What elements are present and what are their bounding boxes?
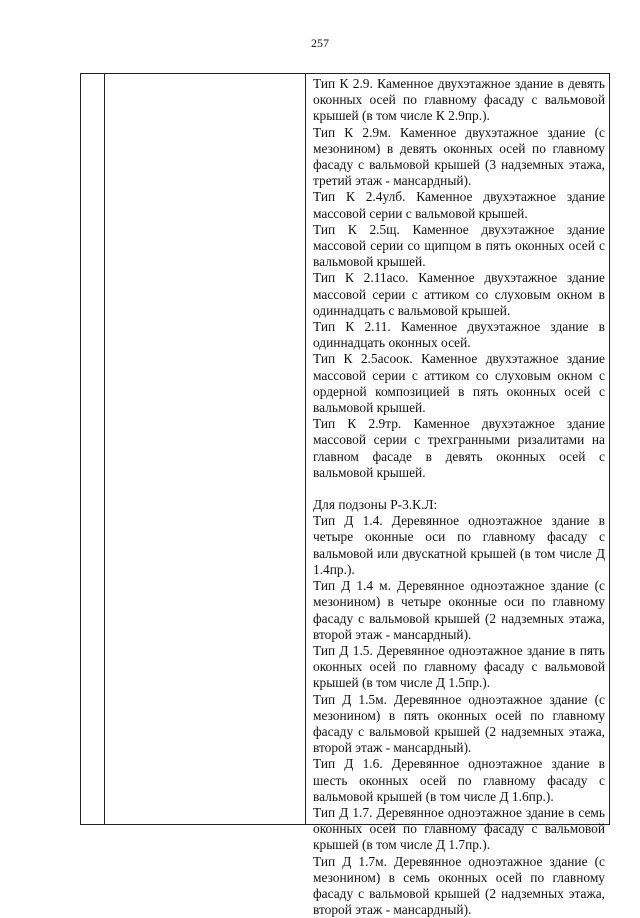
building-type-paragraph: Тип К 2.5щ. Каменное двухэтажное здание массовой серии со щипцом в пять оконных осей с вальмовой крышей.	[313, 221, 605, 270]
building-type-paragraph: Тип Д 1.7м. Деревянное одноэтажное здание (с мезонином) в семь оконных осей по главному фасаду с вальмовой крышей (2 надземных этажа, второй этаж - мансардный).	[313, 853, 605, 918]
building-type-paragraph: Тип Д 1.5. Деревянное одноэтажное здание в пять оконных осей по главному фасаду с вальмовой крышей (в том числе Д 1.5пр.).	[313, 642, 605, 691]
building-type-paragraph: Тип Д 1.7. Деревянное одноэтажное здание в семь оконных осей по главному фасаду с вальмовой крышей (в том числе Д 1.7пр.).	[313, 804, 605, 853]
building-type-paragraph: Тип К 2.4улб. Каменное двухэтажное здание массовой серии с вальмовой крышей.	[313, 189, 605, 221]
building-type-paragraph: Тип Д 1.6. Деревянное одноэтажное здание в шесть оконных осей по главному фасаду с вальмовой крышей (в том числе Д 1.6пр.).	[313, 756, 605, 804]
paragraph-spacer	[313, 481, 605, 497]
building-type-paragraph: Тип К 2.11. Каменное двухэтажное здание в одиннадцать оконных осей.	[313, 319, 605, 351]
column-divider	[305, 74, 306, 824]
subzone-heading: Для подзоны Р-3.К.Л:	[313, 497, 438, 513]
document-table	[80, 73, 610, 918]
building-type-paragraph: Тип К 2.9тр. Каменное двухэтажное здание массовой серии с трехгранными ризалитами на главном фасаде в девять оконных осей с вальмовой крышей.	[313, 416, 605, 480]
building-type-paragraph: Тип К 2.11асо. Каменное двухэтажное здание массовой серии с аттиком со слуховым окном в одиннадцать с вальмовой крышей.	[313, 270, 605, 318]
building-type-paragraph: Тип К 2.9м. Каменное двухэтажное здание (с мезонином) в девять оконных осей по главному фасаду с вальмовой крышей (3 надземных этажа, третий этаж - мансардный).	[313, 124, 605, 189]
building-type-paragraph: Тип Д 1.4. Деревянное одноэтажное здание в четыре оконные оси по главному фасаду с вальмовой или двускатной крышей (в том числе Д 1.4пр.).	[313, 513, 605, 577]
page-number: 257	[311, 36, 329, 50]
building-type-paragraph: Тип К 2.9. Каменное двухэтажное здание в девять оконных осей по главному фасаду с вальмовой крышей (в том числе К 2.9пр.).	[313, 76, 605, 124]
building-type-paragraph: Тип К 2.5асоок. Каменное двухэтажное здание массовой серии с аттиком со слуховым окном с ордерной композицией в пять оконных осей с вальмовой крышей.	[313, 351, 605, 416]
building-type-paragraph: Тип Д 1.5м. Деревянное одноэтажное здание (с мезонином) в пять оконных осей по главному фасаду с вальмовой крышей (2 надземных этажа, второй этаж - мансардный).	[313, 691, 605, 756]
column-divider	[104, 74, 105, 824]
building-type-paragraph: Тип Д 1.4 м. Деревянное одноэтажное здание (с мезонином) в четыре оконные оси по главному фасаду с вальмовой крышей (2 надземных этажа, второй этаж - мансардный).	[313, 578, 605, 642]
description-cell	[313, 76, 605, 918]
